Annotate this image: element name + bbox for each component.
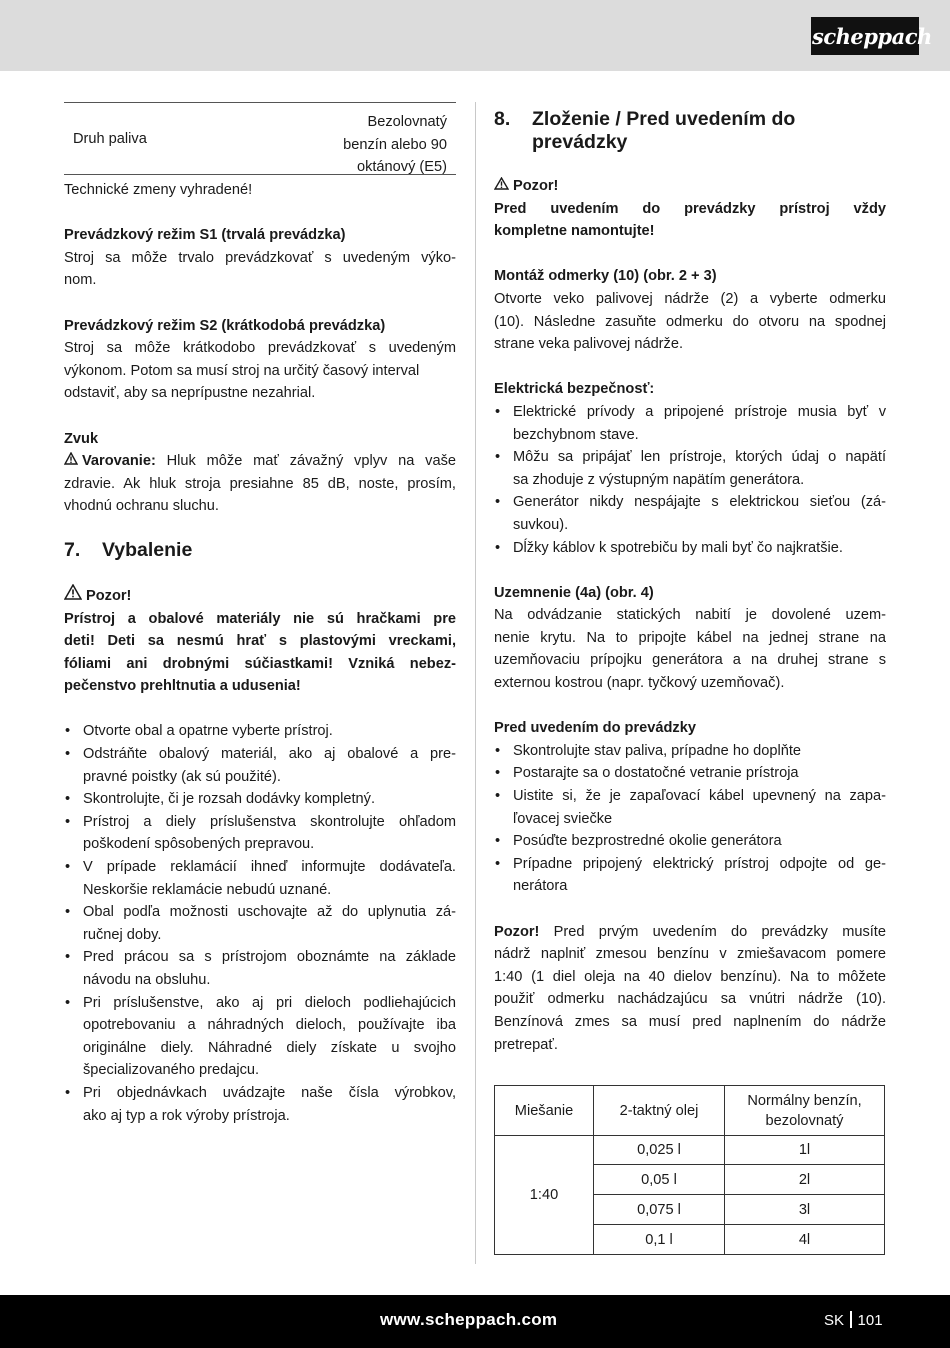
- list-item: [494, 830, 886, 853]
- warning-triangle-icon: [64, 450, 78, 473]
- list-item: [494, 401, 886, 446]
- page-separator: [850, 1311, 852, 1328]
- list-item-line: opotrebovaniu a náhradných dieloch, používajte iba: [83, 1017, 456, 1034]
- attention-line: fóliami ani drobnými súčiastkami! Vzniká nebez-: [64, 655, 456, 672]
- list-item-line: • Môžu sa pripájať len prístroje, ktorých údaj o napätí: [513, 449, 886, 466]
- startup-bullet-list: [494, 740, 886, 898]
- left-column: [64, 102, 456, 1127]
- list-item-line: ručnej doby.: [83, 926, 162, 943]
- list-item-line: • Prístroj a diely príslušenstva skontrolujte ohľadom: [83, 813, 456, 830]
- s1-text-line: Stroj sa môže trvalo prevádzkovať s uvedeným výko-: [64, 249, 456, 266]
- table-header-cell: Miešanie: [495, 1086, 594, 1136]
- s2-text-line: odstaviť, aby sa neprípustne nezahrial.: [64, 385, 316, 402]
- list-item-line: • Pri príslušenstve, ako aj pri dieloch podliehajúcich: [83, 994, 456, 1011]
- list-item: [494, 446, 886, 491]
- note-line: nádrž naplniť zmesou benzínu v zmiešavacom pomere: [494, 946, 886, 963]
- list-item-line: • Otvorte obal a opatrne vyberte prístroj.: [83, 723, 333, 740]
- mixing-table-header: [495, 1086, 885, 1136]
- mix-ratio-cell: 1:40: [495, 1136, 594, 1255]
- note-line: Benzínová zmes sa musí pred naplnením do nádrže: [494, 1013, 886, 1030]
- grounding-title: Uzemnenie (4a) (obr. 4): [494, 584, 654, 601]
- list-item: [494, 740, 886, 763]
- section-7-title: Vybalenie: [102, 538, 193, 561]
- s1-title: Prevádzkový režim S1 (trvalá prevádzka): [64, 227, 346, 244]
- list-item: [64, 901, 456, 946]
- list-item-line: pravné poistky (ak sú použité).: [83, 768, 281, 785]
- note-line: 1:40 (1 diel oleja na 40 dielov benzínu). Na to môžete: [494, 968, 886, 985]
- list-item-line: návodu na obsluhu.: [83, 972, 211, 988]
- list-item-line: ako aj typ a rok výroby prístroja.: [83, 1107, 290, 1124]
- dipstick-line: strane veka palivovej nádrže.: [494, 336, 684, 353]
- list-item: [494, 785, 886, 830]
- sound-warning: [64, 450, 456, 473]
- list-item-line: • Posúďte bezprostredné okolie generátora: [513, 833, 782, 850]
- fuel-value-line: benzín alebo 90: [343, 136, 447, 153]
- table-header-cell: 2-taktný olej: [594, 1086, 725, 1136]
- s2-text-line: Stroj sa môže krátkodobo prevádzkovať s uvedeným: [64, 340, 456, 357]
- section-7-number: 7.: [64, 538, 81, 561]
- list-item-line: • Generátor nikdy nespájajte s elektrickou sieťou (zá-: [513, 494, 886, 511]
- list-item: [64, 720, 456, 743]
- table-header-cell: Normálny benzín, bezolovnatý: [725, 1086, 885, 1136]
- petrol-amount-cell: 3l: [725, 1195, 885, 1225]
- dipstick-line: (10). Následne zasuňte odmerku do otvoru na spodnej: [494, 313, 886, 330]
- language-code: SK: [824, 1312, 845, 1329]
- list-item-line: sa zhoduje z výstupným napätím generátora.: [513, 471, 805, 488]
- fuel-type-table: [64, 102, 456, 175]
- attention-line: pečenstvo prehltnutia a udusenia!: [64, 678, 301, 695]
- fuel-mix-note: [494, 921, 886, 944]
- s2-text-line: výkonom. Potom sa musí stroj na určitý časový interval: [64, 362, 420, 379]
- electrical-title: Elektrická bezpečnosť:: [494, 381, 655, 398]
- petrol-amount-cell: 2l: [725, 1165, 885, 1195]
- table-row: [495, 1136, 885, 1165]
- oil-amount-cell: 0,075 l: [594, 1195, 725, 1225]
- list-item-line: ľovacej sviečke: [513, 810, 613, 827]
- attention-label: Pozor!: [86, 587, 132, 604]
- list-item: [64, 811, 456, 856]
- attention-line: Prístroj a obalové materiály nie sú hračkami pre: [64, 610, 456, 627]
- sound-warning-label: Varovanie:: [82, 453, 156, 470]
- list-item-line: • Skontrolujte stav paliva, prípadne ho doplňte: [513, 742, 802, 759]
- list-item: [64, 856, 456, 901]
- section-8-title: [532, 108, 795, 154]
- brand-logo: scheppach: [811, 17, 919, 55]
- grounding-line: externou kostrou (napr. tyčkový uzemňovač).: [494, 675, 785, 692]
- s1-text-line: nom.: [64, 272, 97, 289]
- note-label: Pozor!: [494, 923, 540, 940]
- list-item: [64, 946, 456, 991]
- electrical-bullet-list: [494, 401, 886, 559]
- grounding-line: uzemňovaciu prípojku generátora a na druhej strane s: [494, 652, 886, 669]
- list-item: [64, 743, 456, 788]
- unpack-bullet-list: [64, 720, 456, 1127]
- sound-text-line: vhodnú ochranu sluchu.: [64, 498, 219, 515]
- oil-amount-cell: 0,05 l: [594, 1165, 725, 1195]
- footer-bar: [0, 1295, 950, 1348]
- list-item-line: • Obal podľa možnosti uschovajte až do uplynutia zá-: [83, 904, 456, 921]
- note-line: pretrepať.: [494, 1036, 558, 1053]
- section-8-number: 8.: [494, 108, 511, 130]
- list-item-line: poškodení spôsobených prepravou.: [83, 836, 315, 853]
- oil-amount-cell: 0,025 l: [594, 1136, 725, 1165]
- list-item-line: originálne diely. Náhradné diely získate u svojho: [83, 1039, 456, 1056]
- list-item-line: • Pri objednávkach uvádzajte naše čísla výrobkov,: [83, 1084, 456, 1101]
- list-item-line: • Odstráňte obalový materiál, ako aj obalové a pre-: [83, 746, 456, 763]
- section-8-title-line: Zloženie / Pred uvedením do: [532, 108, 796, 130]
- list-item-line: Neskoršie reklamácie nebudú uznané.: [83, 881, 332, 898]
- list-item-line: • Pred prácou sa s prístrojom oboznámte na základe: [83, 949, 456, 966]
- column-divider: [475, 102, 476, 1264]
- oil-amount-cell: 0,1 l: [594, 1225, 725, 1255]
- assembly-attention: [494, 175, 886, 198]
- sound-text-line: zdravie. Ak hluk stroja presiahne 85 dB, noste, prosím,: [64, 475, 456, 492]
- grounding-line: nenie krytu. Na to pripojte kábel na jednej strane na: [494, 629, 886, 646]
- section-7-heading: [64, 539, 456, 562]
- page-number: 101: [857, 1312, 883, 1329]
- header-bar: [0, 0, 950, 71]
- list-item-line: • Skontrolujte, či je rozsah dodávky kompletný.: [83, 791, 376, 808]
- startup-title: Pred uvedením do prevádzky: [494, 720, 696, 737]
- list-item-line: bezchybnom stave.: [513, 426, 639, 443]
- list-item: [64, 788, 456, 811]
- fuel-type-value: [343, 111, 447, 179]
- grounding-line: Na odvádzanie statických nabití je dovolené uzem-: [494, 607, 886, 624]
- sound-title: Zvuk: [64, 430, 99, 447]
- list-item-line: špecializovaného predajcu.: [83, 1062, 260, 1079]
- list-item-line: • Postarajte sa o dostatočné vetranie prístroja: [513, 765, 799, 782]
- petrol-amount-cell: 4l: [725, 1225, 885, 1255]
- website-link[interactable]: www.scheppach.com: [380, 1310, 558, 1329]
- attention-label: Pozor!: [513, 178, 559, 194]
- fuel-value-line: oktánový (E5): [356, 159, 447, 176]
- list-item: [494, 762, 886, 785]
- tech-changes-note: Technické zmeny vyhradené!: [64, 182, 253, 198]
- list-item-line: • V prípade reklamácií ihneď informujte dodávateľa.: [83, 859, 456, 876]
- unpack-attention: [64, 584, 456, 608]
- sound-warning-text: Hluk môže mať závažný vplyv na vaše: [166, 453, 456, 470]
- attention-line: deti! Deti sa nesmú hrať s plastovými vreckami,: [64, 633, 456, 650]
- list-item: [64, 992, 456, 1082]
- list-item-line: • Elektrické prívody a pripojené prístroje musia byť v: [513, 403, 886, 420]
- petrol-amount-cell: 1l: [725, 1136, 885, 1165]
- right-column: [494, 102, 886, 1056]
- note-text: Pred prvým uvedením do prevádzky musíte: [553, 923, 886, 940]
- list-item-line: • Prípadne pripojený elektrický prístroj odpojte od ge-: [513, 855, 886, 872]
- mixing-table: [494, 1085, 885, 1255]
- warning-triangle-icon: [494, 175, 509, 198]
- list-item: [64, 1082, 456, 1127]
- s2-title: Prevádzkový režim S2 (krátkodobá prevádzka): [64, 317, 386, 334]
- warning-triangle-icon: [64, 584, 82, 608]
- list-item-line: • Dĺžky káblov k spotrebiču by mali byť čo najkratšie.: [513, 539, 843, 556]
- fuel-type-label: Druh paliva: [73, 131, 147, 147]
- assembly-attention-line: kompletne namontujte!: [494, 223, 655, 240]
- page-indicator: [824, 1310, 883, 1333]
- dipstick-line: Otvorte veko palivovej nádrže (2) a vyberte odmerku: [494, 290, 886, 307]
- list-item: [494, 853, 886, 898]
- list-item-line: • Uistite si, že je zapaľovací kábel upevnený na zapa-: [513, 788, 886, 805]
- section-8-heading: [494, 108, 886, 154]
- list-item: [494, 491, 886, 536]
- assembly-attention-line: Pred uvedením do prevádzky prístroj vždy: [494, 200, 886, 217]
- list-item-line: nerátora: [513, 878, 568, 895]
- section-8-title-line: prevádzky: [532, 131, 628, 153]
- dipstick-title: Montáž odmerky (10) (obr. 2 + 3): [494, 268, 717, 285]
- fuel-value-line: Bezolovnatý: [367, 114, 447, 130]
- list-item-line: suvkou).: [513, 516, 569, 533]
- list-item: [494, 537, 886, 560]
- note-line: použiť odmerku nachádzajúcu sa vnútri nádrže (10).: [494, 991, 886, 1008]
